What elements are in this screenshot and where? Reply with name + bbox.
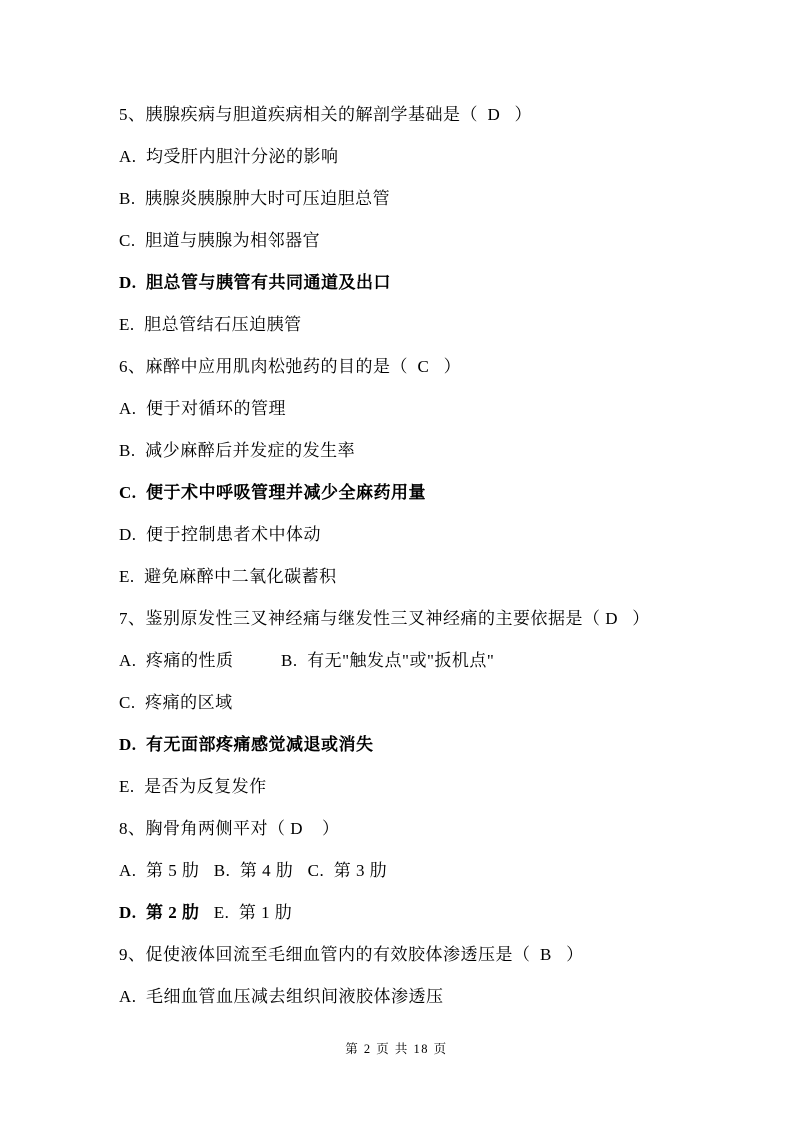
- correct-answer-text: D. 有无面部疼痛感觉减退或消失: [119, 735, 374, 754]
- text-segment: D. 便于控制患者术中体动: [119, 525, 322, 544]
- option-line: [119, 262, 738, 304]
- question-block-7: [119, 598, 738, 808]
- option-line: [119, 136, 738, 178]
- text-segment: E. 避免麻醉中二氧化碳蓄积: [119, 567, 337, 586]
- text-segment: A. 疼痛的性质 B. 有无"触发点"或"扳机点": [119, 651, 495, 670]
- question-block-5: [119, 94, 738, 346]
- option-line: [119, 766, 738, 808]
- option-line: [119, 178, 738, 220]
- text-segment: C. 胆道与胰腺为相邻器官: [119, 231, 321, 250]
- option-line: [119, 976, 738, 1018]
- option-line: [119, 472, 738, 514]
- option-line: [119, 892, 738, 934]
- correct-answer-text: D. 第 2 肋: [119, 903, 200, 922]
- question-title: [119, 598, 738, 640]
- text-segment: A. 便于对循环的管理: [119, 399, 287, 418]
- option-line: [119, 556, 738, 598]
- text-segment: E. 是否为反复发作: [119, 777, 267, 796]
- text-segment: 7、鉴别原发性三叉神经痛与继发性三叉神经痛的主要依据是（ D ）: [119, 609, 650, 628]
- text-segment: B. 胰腺炎胰腺肿大时可压迫胆总管: [119, 189, 391, 208]
- option-line: [119, 388, 738, 430]
- text-segment: C. 疼痛的区域: [119, 693, 233, 712]
- option-line: [119, 430, 738, 472]
- questions-area: [119, 94, 738, 1018]
- page-footer: [0, 1040, 793, 1058]
- text-segment: A. 毛细血管血压减去组织间液胶体渗透压: [119, 987, 444, 1006]
- text-segment: 6、麻醉中应用肌肉松弛药的目的是（ C ）: [119, 357, 462, 376]
- option-line: [119, 682, 738, 724]
- option-line: [119, 640, 738, 682]
- question-block-9: [119, 934, 738, 1018]
- question-title: [119, 346, 738, 388]
- option-line: [119, 514, 738, 556]
- option-line: [119, 220, 738, 262]
- option-line: [119, 304, 738, 346]
- text-segment: 9、促使液体回流至毛细血管内的有效胶体渗透压是（ B ）: [119, 945, 584, 964]
- question-block-8: [119, 808, 738, 934]
- text-segment: A. 第 5 肋 B. 第 4 肋 C. 第 3 肋: [119, 861, 388, 880]
- question-title: [119, 934, 738, 976]
- question-block-6: [119, 346, 738, 598]
- correct-answer-text: D. 胆总管与胰管有共同通道及出口: [119, 273, 392, 292]
- text-segment: A. 均受肝内胆汁分泌的影响: [119, 147, 339, 166]
- text-segment: B. 减少麻醉后并发症的发生率: [119, 441, 356, 460]
- correct-answer-text: C. 便于术中呼吸管理并减少全麻药用量: [119, 483, 427, 502]
- text-segment: 8、胸骨角两侧平对（ D ）: [119, 819, 340, 838]
- question-title: [119, 808, 738, 850]
- option-line: [119, 850, 738, 892]
- option-line: [119, 724, 738, 766]
- text-segment: 5、胰腺疾病与胆道疾病相关的解剖学基础是（ D ）: [119, 105, 533, 124]
- text-segment: E. 胆总管结石压迫胰管: [119, 315, 302, 334]
- page-number-indicator: 第 2 页 共 18 页: [345, 1042, 448, 1056]
- text-segment: E. 第 1 肋: [199, 903, 293, 922]
- question-title: [119, 94, 738, 136]
